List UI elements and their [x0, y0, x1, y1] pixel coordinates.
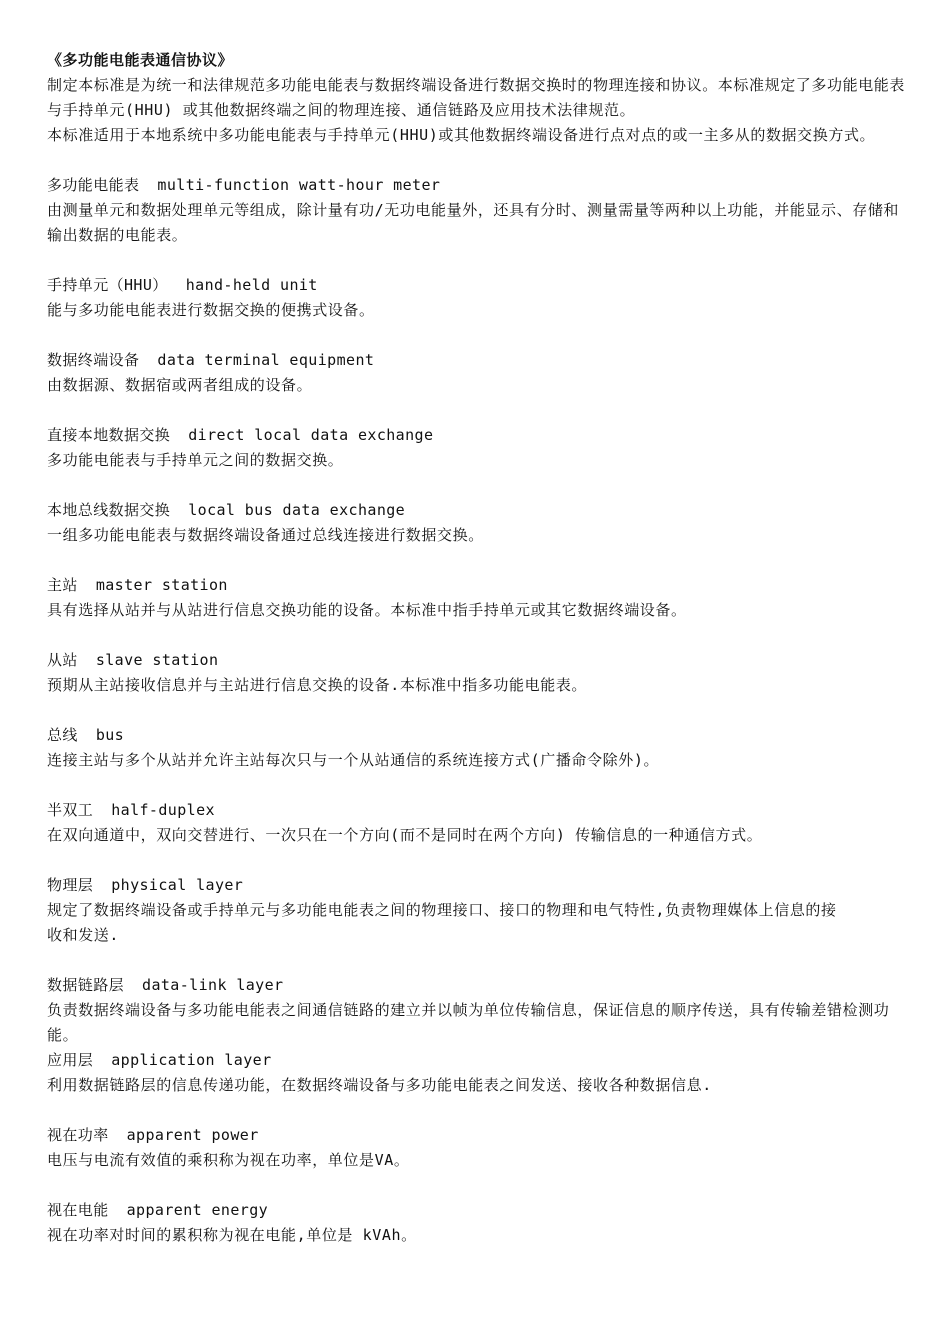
term-en: apparent power: [126, 1126, 259, 1144]
term-heading: [47, 973, 907, 998]
term-definition: 由测量单元和数据处理单元等组成，除计量有功/无功电能量外，还具有分时、测量需量等两种以上功能，并能显示、存储和输出数据的电能表。: [47, 201, 900, 244]
term-zh: 半双工: [47, 801, 94, 819]
term-definition: 在双向通道中，双向交替进行、一次只在一个方向(而不是同时在两个方向) 传输信息的一种通信方式。: [47, 826, 763, 844]
term-en: apparent energy: [126, 1201, 269, 1219]
term-definition: 连接主站与多个从站并允许主站每次只与一个从站通信的系统连接方式(广播命令除外)。: [47, 751, 660, 769]
term-zh: 视在功率: [47, 1126, 109, 1144]
term-definition: 一组多功能电能表与数据终端设备通过总线连接进行数据交换。: [47, 526, 484, 544]
term-heading: [47, 798, 907, 823]
term-entry-multi-function-meter: [47, 173, 907, 248]
term-zh: 物理层: [47, 876, 94, 894]
intro-paragraph: 制定本标准是为统一和法律规范多功能电能表与数据终端设备进行数据交换时的物理连接和协议。本标准规定了多功能电能表与手持单元(HHU) 或其他数据终端之间的物理连接、通信链路及应用技术法律规范。: [47, 76, 906, 119]
term-heading: [47, 498, 907, 523]
term-definition: 利用数据链路层的信息传递功能，在数据终端设备与多功能电能表之间发送、接收各种数据信息.: [47, 1076, 712, 1094]
term-en: application layer: [111, 1051, 272, 1069]
document-title: 《多功能电能表通信协议》: [47, 51, 234, 69]
term-zh: 手持单元（HHU）: [47, 276, 168, 294]
term-entry-direct-local-data-exchange: [47, 423, 907, 473]
term-heading: [47, 173, 907, 198]
term-entry-hand-held-unit: [47, 273, 907, 323]
term-definition: 视在功率对时间的累积称为视在电能,单位是 kVAh。: [47, 1226, 417, 1244]
document-page: [47, 48, 907, 1248]
term-zh: 应用层: [47, 1051, 94, 1069]
term-heading: [47, 1198, 907, 1223]
term-en: multi-function watt-hour meter: [157, 176, 441, 194]
term-zh: 本地总线数据交换: [47, 501, 171, 519]
term-entry-half-duplex: [47, 798, 907, 848]
term-en: physical layer: [111, 876, 244, 894]
term-en: bus: [95, 726, 125, 744]
intro-section: [47, 73, 907, 148]
term-en: slave station: [95, 651, 219, 669]
term-en: hand-held unit: [185, 276, 318, 294]
term-en: half-duplex: [111, 801, 215, 819]
term-heading: [47, 573, 907, 598]
term-definition: 多功能电能表与手持单元之间的数据交换。: [47, 451, 344, 469]
term-zh: 数据链路层: [47, 976, 125, 994]
term-heading: [47, 648, 907, 673]
term-entry-apparent-power: [47, 1123, 907, 1173]
term-zh: 视在电能: [47, 1201, 109, 1219]
term-heading: [47, 348, 907, 373]
term-heading: [47, 723, 907, 748]
term-heading: [47, 873, 907, 898]
term-zh: 数据终端设备: [47, 351, 140, 369]
term-definition: 规定了数据终端设备或手持单元与多功能电能表之间的物理接口、接口的物理和电气特性,负责物理媒体上信息的接收和发送.: [47, 901, 837, 944]
term-definition: 预期从主站接收信息并与主站进行信息交换的设备.本标准中指多功能电能表。: [47, 676, 588, 694]
term-en: data terminal equipment: [157, 351, 375, 369]
term-zh: 从站: [47, 651, 78, 669]
term-definition: 电压与电流有效值的乘积称为视在功率，单位是VA。: [47, 1151, 410, 1169]
term-definition: 能与多功能电能表进行数据交换的便携式设备。: [47, 301, 375, 319]
term-heading: [47, 1123, 907, 1148]
term-definition: 负责数据终端设备与多功能电能表之间通信链路的建立并以帧为单位传输信息，保证信息的顺序传送，具有传输差错检测功能。: [47, 1001, 890, 1044]
term-entry-application-layer: [47, 1048, 907, 1098]
term-entry-bus: [47, 723, 907, 773]
term-heading: [47, 1048, 907, 1073]
term-entry-slave-station: [47, 648, 907, 698]
term-entry-data-link-layer: [47, 973, 907, 1048]
term-en: master station: [95, 576, 228, 594]
intro-paragraph: 本标准适用于本地系统中多功能电能表与手持单元(HHU)或其他数据终端设备进行点对点的或一主多从的数据交换方式。: [47, 126, 876, 144]
term-entry-local-bus-data-exchange: [47, 498, 907, 548]
term-definition: 由数据源、数据宿或两者组成的设备。: [47, 376, 313, 394]
term-entry-physical-layer: [47, 873, 907, 948]
term-entry-master-station: [47, 573, 907, 623]
term-zh: 直接本地数据交换: [47, 426, 171, 444]
term-entry-apparent-energy: [47, 1198, 907, 1248]
term-zh: 主站: [47, 576, 78, 594]
term-en: data-link layer: [142, 976, 284, 994]
term-zh: 多功能电能表: [47, 176, 140, 194]
term-zh: 总线: [47, 726, 78, 744]
term-heading: [47, 273, 907, 298]
term-definition: 具有选择从站并与从站进行信息交换功能的设备。本标准中指手持单元或其它数据终端设备。: [47, 601, 687, 619]
term-en: direct local data exchange: [188, 426, 434, 444]
term-heading: [47, 423, 907, 448]
term-en: local bus data exchange: [188, 501, 406, 519]
term-entry-data-terminal-equipment: [47, 348, 907, 398]
